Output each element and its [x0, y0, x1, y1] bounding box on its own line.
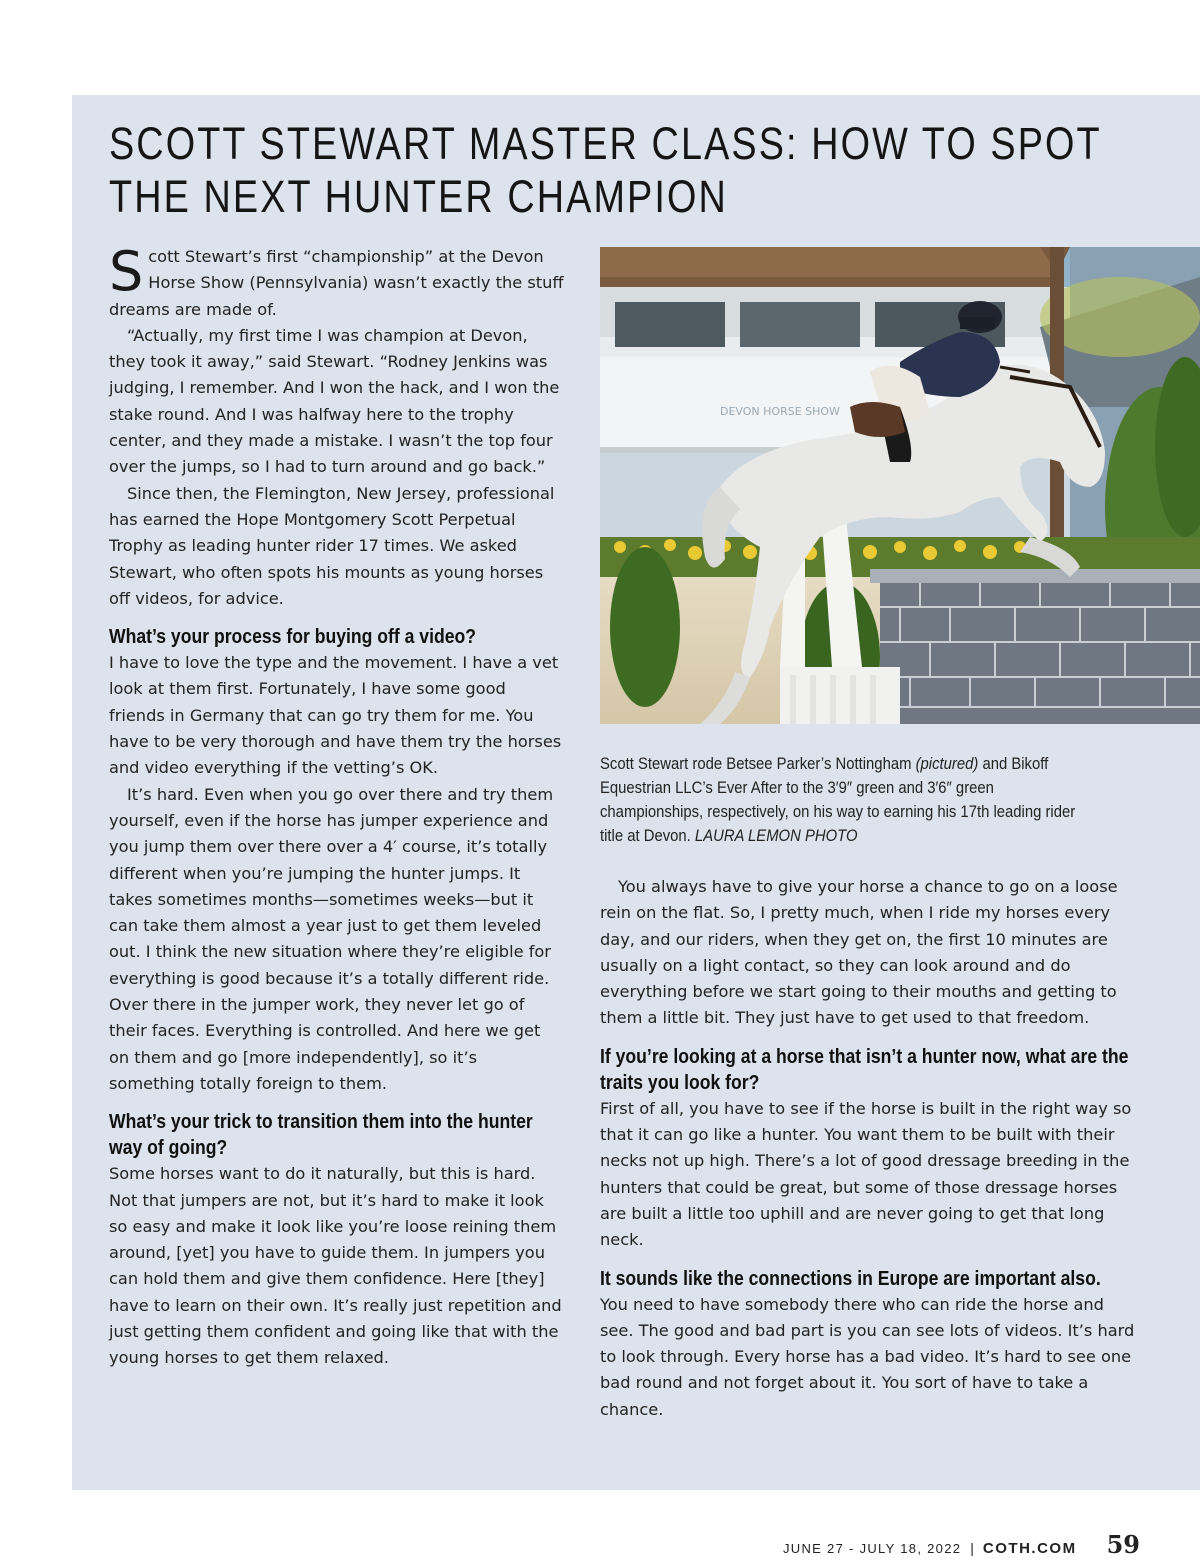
- issue-date: JUNE 27 - JULY 18, 2022: [783, 1541, 962, 1556]
- photo-credit: LAURA LEMON PHOTO: [694, 827, 858, 845]
- intro-text: cott Stewart’s first “championship” at the Devon Horse Show (Pennsylvania) wasn’t exactly the stuff dreams are made of.: [109, 247, 564, 319]
- photo-illustration: [600, 247, 1200, 724]
- answer-transition-hunter: Some horses want to do it naturally, but this is hard. Not that jumpers are not, but it’s hard to make it look so easy and make it look like you’re loose reining them around, [yet] you have to guide them. In jumpers you can hold them and give them confidence. Here [they] have to learn on their own. It’s really just repetition and just getting them confident and going like that with the young horses to get them relaxed.: [109, 1164, 562, 1368]
- caption-text-b: and Bikoff Equestrian LLC’s Ever After to the 3′9″ green and 3′6″ green championships, respectively, on his way to earning his 17th leading rider title at Devon.: [600, 755, 1076, 845]
- intro-paragraph: [109, 240, 564, 323]
- footer-separator: |: [970, 1540, 974, 1556]
- photo-caption: [600, 752, 1091, 848]
- answer-buying-video: I have to love the type and the movement. I have a vet look at them first. Fortunately, I have some good friends in Germany that can go try them for me. You have to be very thorough and have them try the horses and video everything if the vetting’s OK.: [109, 653, 562, 778]
- drop-cap: S: [109, 240, 144, 303]
- answer-buying-video-continued: It’s hard. Even when you go over there and try them yourself, even if the horse has jumper experience and you jump them over there over a 4′ course, it’s totally different when you’re jumping the hunter jumps. It takes sometimes months—sometimes weeks—but it can take them almost a year just to get them leveled out. I think the new situation where they’re eligible for everything is good because it’s a totally different ride. Over there in the jumper work, they never let go of their faces. Everything is controlled. And here we get on them and go [more independently], so it’s something totally foreign to them.: [109, 784, 554, 1093]
- website-link[interactable]: COTH.COM: [982, 1540, 1077, 1557]
- page-number: 59: [1106, 1530, 1140, 1559]
- caption-italic: (pictured): [915, 755, 979, 773]
- question-traits: If you’re looking at a horse that isn’t a hunter now, what are the traits you look for?: [600, 1045, 1129, 1094]
- paragraph-since-then: Since then, the Flemington, New Jersey, professional has earned the Hope Montgomery Scott Perpetual Trophy as leading hunter rider 17 times. We asked Stewart, who often spots his mounts as young horses off videos, for advice.: [109, 483, 555, 608]
- question-buying-video: What’s your process for buying off a video?: [109, 626, 477, 649]
- answer-connections-europe: You need to have somebody there who can ride the horse and see. The good and bad part is you can see lots of videos. It’s hard to look through. Every horse has a bad video. It’s hard to see one bad round and not forget about it. You sort of have to take a chance.: [600, 1294, 1135, 1419]
- caption-text-a: Scott Stewart rode Betsee Parker’s Nottingham: [600, 755, 916, 773]
- left-text-column: [109, 240, 564, 1372]
- paragraph-champion-story: “Actually, my first time I was champion at Devon, they took it away,” said Stewart. “Rodney Jenkins was judging, I remember. And I won the hack, and I won the stake round. And I was halfway here to the trophy center, and they made a mistake. I wasn’t the top four over the jumps, so I had to turn around and go back.”: [109, 325, 560, 477]
- page-footer: [760, 1530, 1140, 1560]
- answer-traits: First of all, you have to see if the horse is built in the right way so that it can go like a hunter. You want them to be built with their necks not up high. There’s a lot of good dressage breeding in the hunters that could be great, but some of those dressage horses are built a little too uphill and are never going to get that long neck.: [600, 1098, 1132, 1250]
- article-headline: [109, 117, 1102, 223]
- sign-text: DEVON HORSE SHOW: [720, 405, 840, 418]
- question-transition-hunter: What’s your trick to transition them into the hunter way of going?: [109, 1111, 533, 1160]
- horse-jumping-photo: [600, 247, 1200, 724]
- headline-line-1: SCOTT STEWART MASTER CLASS: HOW TO SPOT: [109, 118, 1102, 169]
- paragraph-loose-rein: You always have to give your horse a chance to go on a loose rein on the flat. So, I pretty much, when I ride my horses every day, and our riders, when they get on, the first 10 minutes are usually on a light contact, so they can look around and do everything before we start going to their mouths and getting to them a little bit. They just have to get used to that freedom.: [600, 877, 1118, 1028]
- headline-line-2: THE NEXT HUNTER CHAMPION: [109, 171, 728, 222]
- right-text-column: [600, 874, 1140, 1423]
- question-connections-europe: It sounds like the connections in Europe are important also.: [600, 1267, 1101, 1290]
